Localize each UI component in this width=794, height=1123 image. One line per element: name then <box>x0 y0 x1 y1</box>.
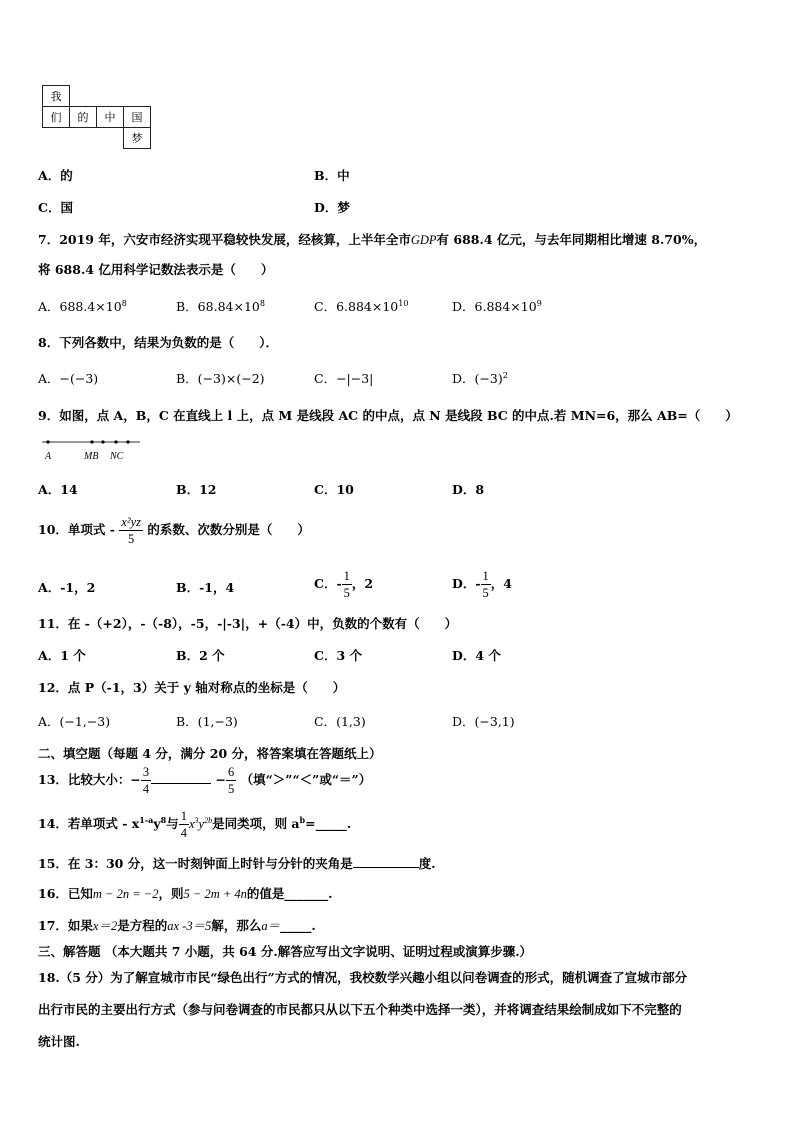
q10-option-d: D．- $\frac{1}{5}$ ，4 <box>452 569 512 600</box>
label-mb: MB <box>84 451 99 462</box>
q11-option-a: A．1 个 <box>38 648 86 663</box>
q14-stem: 14．若单项式 - $x^{1-a}y^8$与 $\frac{1}{4}$ $x^3y^{2b}$是同类项，则 $a^b=\_\_\_\_\_$. <box>38 809 352 840</box>
q6-option-c: C．国 <box>38 200 73 215</box>
q10-option-a: A．-1，2 <box>38 580 96 595</box>
q6-option-a: A．的 <box>38 168 73 183</box>
q15-stem: 15．在 3：30 分，这一时刻钟面上时针与分针的夹角是 度. <box>38 856 436 871</box>
q8-option-b: B．(−3)×(−2) <box>176 371 265 386</box>
q16-stem: 16．已知m − 2n = −2，则5 − 2m + 4n的值是_______. <box>38 886 333 901</box>
q9-option-a: A．14 <box>38 482 78 497</box>
q10-stem: 10．单项式 - $\frac{\text{x²yz}}{5}$ 的系数、次数分别是（ ） <box>38 515 310 546</box>
q11-option-b: B．2 个 <box>176 648 225 663</box>
net-cell: 中 <box>97 107 124 128</box>
q11-option-d: D．4 个 <box>452 648 501 663</box>
q12-option-b: B．(1,−3) <box>176 714 238 729</box>
q6-option-d: D．梦 <box>314 200 350 215</box>
net-cell: 的 <box>70 107 97 128</box>
q12-option-d: D．(−3,1) <box>452 714 515 729</box>
q7-option-a: A．$688.4\times 10^8$ <box>38 298 127 314</box>
section-heading-fill-in: 二、填空题（每题 4 分，满分 20 分，将答案填在答题纸上） <box>38 746 382 761</box>
q18-line2: 出行市民的主要出行方式（参与问卷调查的市民都只从以下五个种类中选择一类），并将调查结果绘制成如下不完整的 <box>38 1002 682 1017</box>
q9-option-c: C．10 <box>314 482 354 497</box>
q12-option-a: A．(−1,−3) <box>38 714 111 729</box>
net-cell: 们 <box>43 107 70 128</box>
net-cell: 我 <box>43 86 70 107</box>
q8-stem: 8．下列各数中，结果为负数的是（ ）． <box>38 335 278 350</box>
q10-option-b: B．-1，4 <box>176 580 235 595</box>
q13-stem: 13．比较大小：− $\frac{3}{4}$ − $\frac{6}{5}$ （填“＞”“＜”或“＝”） <box>38 765 372 796</box>
q7-option-d: D．$6.884\times 10^9$ <box>452 298 542 314</box>
label-nc: NC <box>110 451 124 462</box>
q8-option-c: C．−|−3| <box>314 371 374 386</box>
q10-option-c: C．- $\frac{1}{5}$ ，2 <box>314 569 374 600</box>
q12-option-c: C．(1,3) <box>314 714 366 729</box>
q8-option-a: A．−(−3) <box>38 371 99 386</box>
q9-option-b: B．12 <box>176 482 217 497</box>
net-cell: 梦 <box>124 128 151 149</box>
q18-line3: 统计图. <box>38 1034 80 1049</box>
q12-stem: 12．点 P（-1，3）关于 y 轴对称点的坐标是（ ） <box>38 680 346 695</box>
q9-stem: 9．如图，点 A，B，C 在直线上 l 上，点 M 是线段 AC 的中点，点 N 是线段 BC 的中点.若 MN=6，那么 AB=（ ） <box>38 408 738 423</box>
net-cell: 国 <box>124 107 151 128</box>
q6-option-b: B．中 <box>314 168 350 183</box>
q18-line1: 18.（5 分）为了解宣城市市民“绿色出行”方式的情况，我校数学兴趣小组以问卷调查的形式，随机调查了宣城市部分 <box>38 970 688 985</box>
q7-option-c: C．$6.884\times 10^{10}$ <box>314 298 409 314</box>
q11-option-c: C．3 个 <box>314 648 362 663</box>
q8-option-d: D．$(-3)^2$ <box>452 370 508 386</box>
q7-stem: 7．2019 年，六安市经济实现平稳较快发展，经核算，上半年全市GDP有 688.4 亿元，与去年同期相比增速 8.70%， <box>38 232 707 247</box>
q9-line-figure <box>40 434 150 464</box>
q9-option-d: D．8 <box>452 482 485 497</box>
q11-stem: 11．在 -（+2），-（-8），-5，-|-3|，+（-4）中，负数的个数有（ ） <box>38 616 458 631</box>
q7-stem-line2: 将 688.4 亿用科学记数法表示是（ ） <box>38 262 274 277</box>
q7-option-b: B．$68.84\times 10^8$ <box>176 298 265 314</box>
label-a: A <box>45 451 52 462</box>
q17-stem: 17．如果x＝2是方程的ax -3＝5解，那么a＝_____. <box>38 918 316 933</box>
cube-net <box>42 85 151 149</box>
section-heading-answer: 三、解答题 （本大题共 7 小题，共 64 分.解答应写出文字说明、证明过程或演算步骤.） <box>38 944 533 959</box>
